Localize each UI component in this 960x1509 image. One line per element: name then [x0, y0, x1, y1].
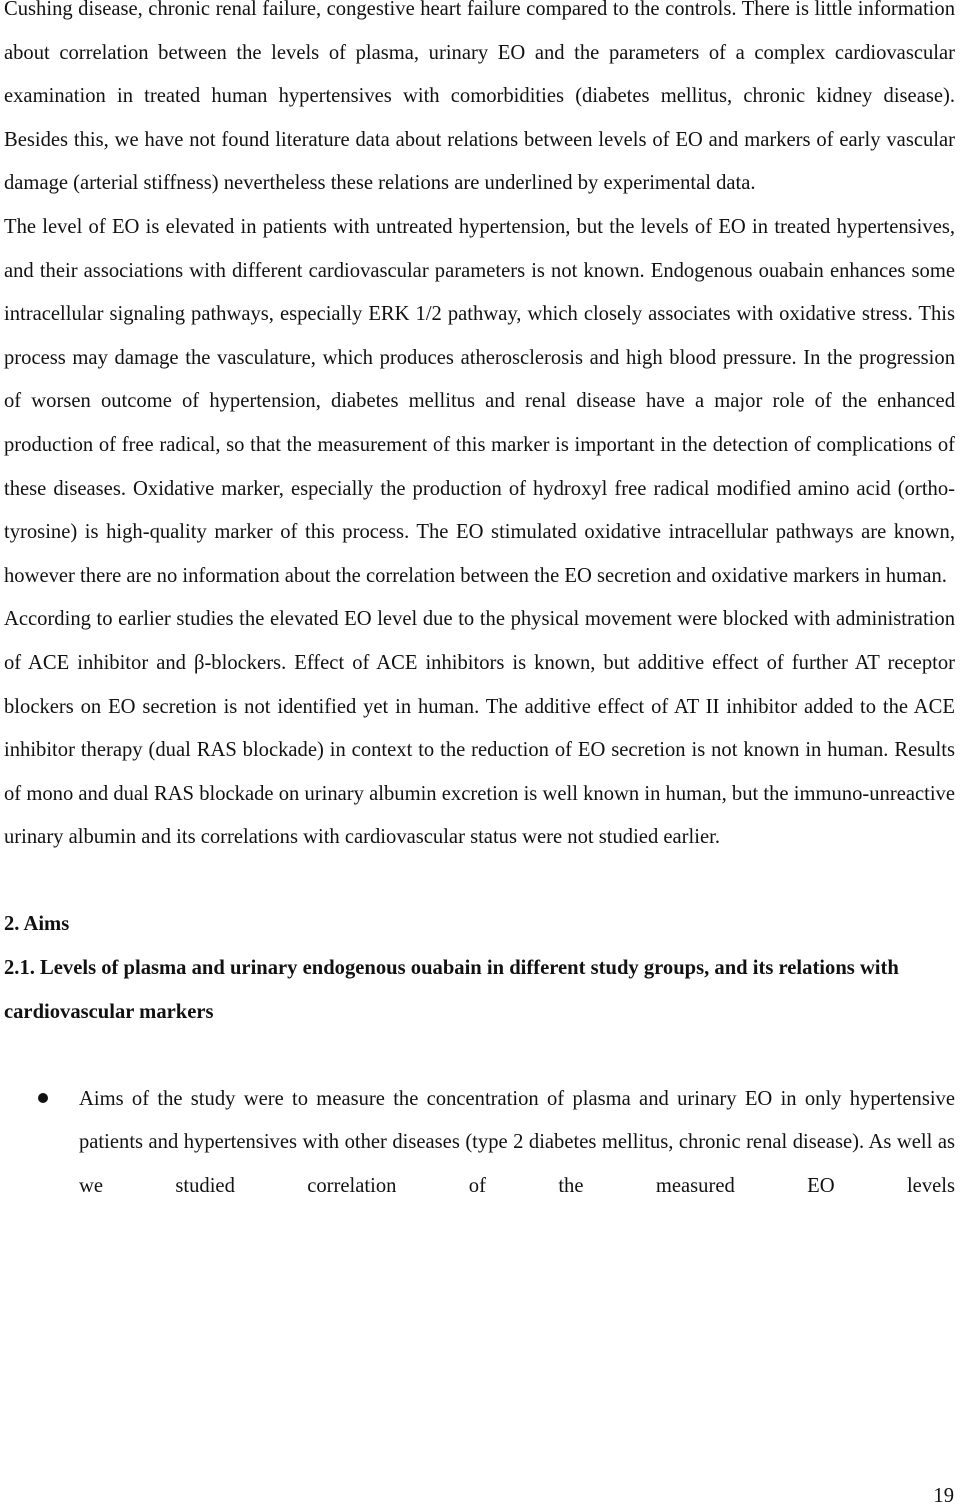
- page-number: 19: [933, 1485, 954, 1507]
- document-page: [4, 0, 955, 1209]
- subsection-heading: 2.1. Levels of plasma and urinary endogenous ouabain in different study groups, and its relations with cardiovascular markers: [4, 957, 899, 1023]
- bullet-text: Aims of the study were to measure the concentration of plasma and urinary EO in only hypertensive patients and hypertensives with other diseases (type 2 diabetes mellitus, chronic renal disease). As well as we studied correlation of the measured EO levels: [79, 1087, 955, 1198]
- list-item: [4, 1078, 955, 1209]
- aims-bullet-list: [4, 1078, 955, 1209]
- spacer: [4, 860, 955, 904]
- body-paragraph: Cushing disease, chronic renal failure, congestive heart failure compared to the controls. There is little information about correlation between the levels of plasma, urinary EO and the parameters of a complex cardiovascular examination in treated human hypertensives with comorbidities (diabetes mellitus, chronic kidney disease). Besides this, we have not found literature data about relations between levels of EO and markers of early vascular damage (arterial stiffness) nevertheless these relations are underlined by experimental data.: [4, 0, 955, 195]
- section-heading: 2. Aims: [4, 913, 70, 936]
- body-paragraph: According to earlier studies the elevated EO level due to the physical movement were blocked with administration of ACE inhibitor and β-blockers. Effect of ACE inhibitors is known, but additive effect of further AT receptor blockers on EO secretion is not identified yet in human. The additive effect of AT II inhibitor added to the ACE inhibitor therapy (dual RAS blockade) in context to the reduction of EO secretion is not known in human. Results of mono and dual RAS blockade on urinary albumin excretion is well known in human, but the immuno-unreactive urinary albumin and its correlations with cardiovascular status were not studied earlier.: [4, 608, 955, 849]
- bullet-icon: [38, 1093, 48, 1103]
- body-paragraph: The level of EO is elevated in patients with untreated hypertension, but the levels of EO in treated hypertensives, and their associations with different cardiovascular parameters is not known. Endogenous ouabain enhances some intracellular signaling pathways, especially ERK 1/2 pathway, which closely associates with oxidative stress. This process may damage the vasculature, which produces atherosclerosis and high blood pressure. In the progression of worsen outcome of hypertension, diabetes mellitus and renal disease have a major role of the enhanced production of free radical, so that the measurement of this marker is important in the detection of complications of these diseases. Oxidative marker, especially the production of hydroxyl free radical modified amino acid (ortho-tyrosine) is high-quality marker of this process. The EO stimulated oxidative intracellular pathways are known, however there are no information about the correlation between the EO secretion and oxidative markers in human.: [4, 215, 955, 587]
